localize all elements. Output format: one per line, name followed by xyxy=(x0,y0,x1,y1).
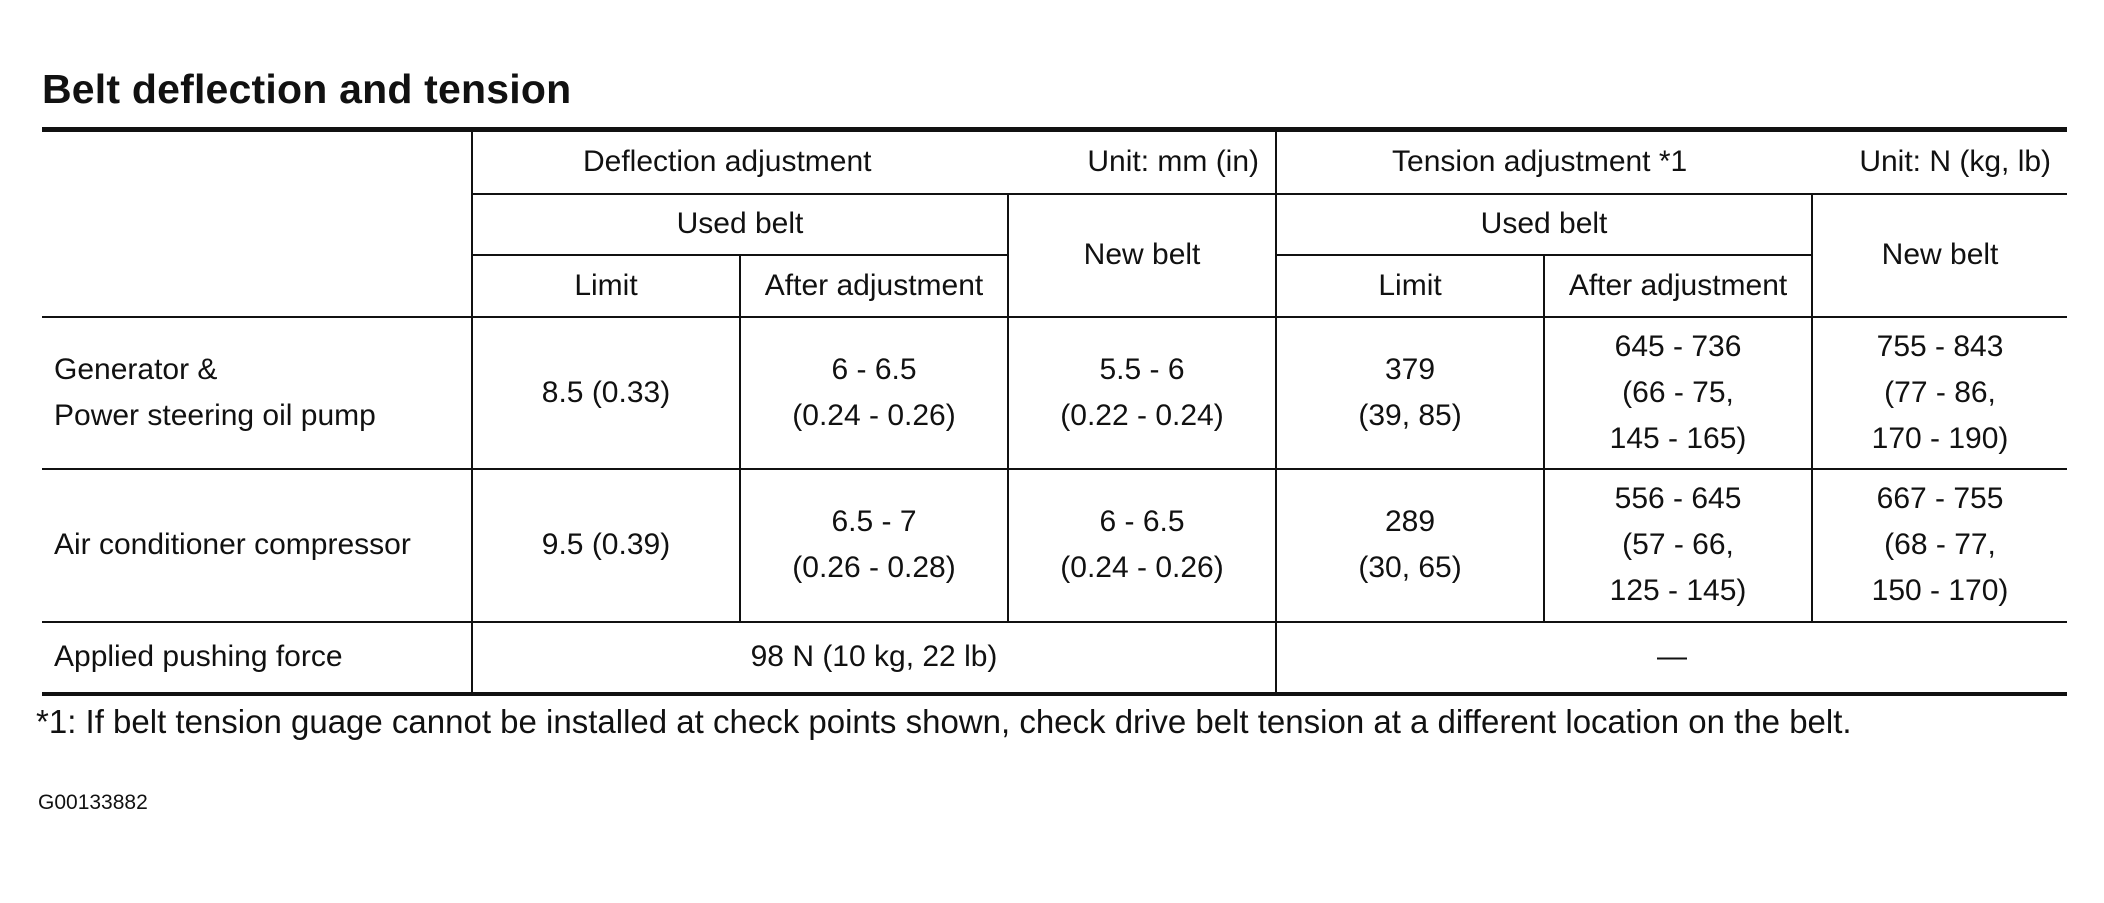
tens-new-value: 755 - 843 (77 - 86, 170 - 190) xyxy=(1812,317,2067,469)
tens-after-value: 645 - 736 (66 - 75, 145 - 165) xyxy=(1544,317,1812,469)
defl-new-value: 5.5 - 6 (0.22 - 0.24) xyxy=(1008,317,1276,469)
tens-used-belt-header: Used belt xyxy=(1276,194,1812,255)
pushing-force-deflection-value: 98 N (10 kg, 22 lb) xyxy=(472,622,1276,694)
tens-new-belt-header: New belt xyxy=(1812,194,2067,317)
defl-limit-value: 9.5 (0.39) xyxy=(472,469,740,622)
defl-limit-header: Limit xyxy=(472,255,740,317)
defl-limit-value: 8.5 (0.33) xyxy=(472,317,740,469)
defl-new-belt-header: New belt xyxy=(1008,194,1276,317)
row-label: Generator & Power steering oil pump xyxy=(42,317,472,469)
deflection-header-cell xyxy=(472,130,1276,194)
tension-header-cell xyxy=(1276,130,2067,194)
tension-header: Tension adjustment *1 xyxy=(1392,145,1688,179)
tens-after-value: 556 - 645 (57 - 66, 125 - 145) xyxy=(1544,469,1812,622)
table-row xyxy=(42,469,2067,622)
figure-code: G00133882 xyxy=(38,791,148,814)
header-blank-cell xyxy=(42,130,472,317)
defl-after-value: 6 - 6.5 (0.24 - 0.26) xyxy=(740,317,1008,469)
deflection-header: Deflection adjustment xyxy=(583,145,872,179)
tens-new-value: 667 - 755 (68 - 77, 150 - 170) xyxy=(1812,469,2067,622)
defl-after-value: 6.5 - 7 (0.26 - 0.28) xyxy=(740,469,1008,622)
deflection-unit: Unit: mm (in) xyxy=(1087,145,1260,179)
tens-limit-value: 379 (39, 85) xyxy=(1276,317,1544,469)
row-label: Applied pushing force xyxy=(42,622,472,694)
defl-new-value: 6 - 6.5 (0.24 - 0.26) xyxy=(1008,469,1276,622)
tens-after-adjustment-header: After adjustment xyxy=(1544,255,1812,317)
row-label: Air conditioner compressor xyxy=(42,469,472,622)
belt-spec-table xyxy=(42,127,2067,696)
tens-limit-value: 289 (30, 65) xyxy=(1276,469,1544,622)
tens-limit-header: Limit xyxy=(1276,255,1544,317)
footnote: *1: If belt tension guage cannot be installed at check points shown, check drive belt tension at a different location on the belt. xyxy=(36,703,1852,740)
page-title: Belt deflection and tension xyxy=(42,66,572,112)
defl-after-adjustment-header: After adjustment xyxy=(740,255,1008,317)
table-row xyxy=(42,622,2067,694)
tension-unit: Unit: N (kg, lb) xyxy=(1859,145,2052,179)
defl-used-belt-header: Used belt xyxy=(472,194,1008,255)
pushing-force-tension-value: — xyxy=(1276,622,2067,694)
table-row xyxy=(42,317,2067,469)
